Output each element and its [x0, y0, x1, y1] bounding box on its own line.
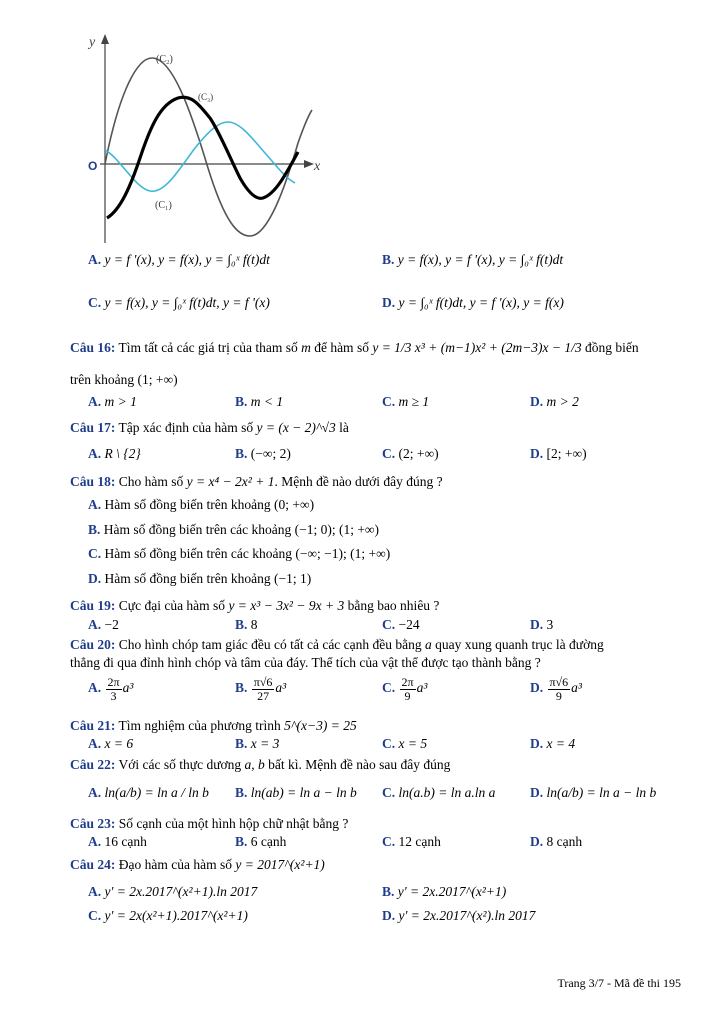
q21-option-c[interactable] [382, 736, 427, 752]
option-text: x = 5 [398, 736, 428, 751]
var: a [425, 637, 432, 652]
option-tail: a³ [275, 680, 287, 696]
question-text: Tập xác định của hàm số [118, 420, 254, 435]
q17-option-b[interactable] [235, 446, 291, 462]
option-interval: (−1; 1) [273, 571, 312, 586]
option-label: B. [235, 617, 248, 632]
question-text: để hàm số [314, 340, 369, 355]
q17-option-d[interactable] [530, 446, 587, 462]
option-text: y' = 2x.2017^(x²+1).ln 2017 [104, 884, 258, 899]
q19-option-a[interactable] [88, 617, 119, 633]
option-label: A. [88, 497, 102, 512]
q23-option-a[interactable] [88, 834, 147, 850]
question-text: Cho hình chóp tam giác đều có tất cả các cạnh đều bằng [118, 637, 422, 652]
option-label: A. [88, 785, 102, 800]
denominator: 9 [404, 688, 411, 703]
question-label: Câu 18: [70, 474, 116, 489]
option-label: A. [88, 736, 102, 751]
formula: y = x⁴ − 2x² + 1 [186, 474, 275, 489]
question-text: Với các số thực dương [118, 757, 242, 772]
option-text: Hàm số đồng biến trên khoảng [104, 571, 271, 586]
q22-stem [70, 757, 450, 773]
q23-option-b[interactable] [235, 834, 286, 850]
option-label: B. [235, 834, 248, 849]
q20-stem-line2 [70, 655, 541, 671]
formula: y = 1/3 x³ + (m−1)x² + (2m−3)x − 1/3 [372, 340, 582, 355]
option-text: x = 3 [250, 736, 280, 751]
fraction [252, 676, 275, 702]
question-text: Đạo hàm của hàm số [118, 857, 232, 872]
curve-c1-label: (C₁) [155, 200, 172, 211]
question-text: Số cạnh của một hình hộp chữ nhật bằng ? [118, 816, 349, 831]
question-label: Câu 22: [70, 757, 116, 772]
option-text: −2 [104, 617, 119, 632]
q16-stem [70, 340, 639, 356]
y-axis-arrow [101, 34, 109, 44]
option-label: B. [382, 252, 395, 267]
option-text: ln(ab) = ln a − ln b [250, 785, 357, 800]
option-label: D. [530, 394, 544, 409]
option-text: 3 [546, 617, 554, 632]
curve-c3-label: (C₃) [198, 92, 214, 102]
option-text: y = f '(x), y = f(x), y = ∫₀ˣ f(t)dt [104, 252, 270, 267]
question-text: đồng biến [585, 340, 639, 355]
option-tail: a³ [571, 680, 582, 696]
option-label: B. [235, 785, 248, 800]
q15-option-b[interactable] [382, 252, 563, 268]
interval: (1; +∞) [137, 372, 178, 387]
q20-option-c[interactable] [382, 676, 427, 702]
q21-option-a[interactable] [88, 736, 133, 752]
option-text: Hàm số đồng biến trên khoảng [104, 497, 271, 512]
q20-option-d[interactable] [530, 676, 582, 702]
option-interval: (−1; 0); (1; +∞) [294, 522, 380, 537]
q21-option-d[interactable] [530, 736, 575, 752]
option-text: m < 1 [250, 394, 284, 409]
question-text: . Mệnh đề nào dưới đây đúng ? [274, 474, 443, 489]
q22-option-b[interactable] [235, 785, 357, 801]
option-label: D. [530, 617, 544, 632]
option-text: y = f(x), y = ∫₀ˣ f(t)dt, y = f '(x) [104, 295, 270, 310]
option-label: C. [88, 908, 102, 923]
option-text: y' = 2x(x²+1).2017^(x²+1) [104, 908, 248, 923]
option-text: ln(a/b) = ln a − ln b [546, 785, 657, 800]
q20-stem [70, 637, 604, 653]
param: m [301, 340, 311, 355]
option-text: y = ∫₀ˣ f(t)dt, y = f '(x), y = f(x) [398, 295, 564, 310]
q16-stem-line2 [70, 372, 178, 388]
q18-option-a[interactable] [88, 497, 314, 513]
q22-option-a[interactable] [88, 785, 209, 801]
vars: a, b [244, 757, 265, 772]
option-label: C. [382, 834, 396, 849]
fraction [400, 676, 416, 702]
curve-c3 [105, 122, 295, 191]
curve-c2-label: (C₂) [156, 54, 173, 65]
option-text: (−∞; 2) [250, 446, 291, 461]
function-graph [80, 28, 340, 248]
numerator: 2π [107, 675, 120, 689]
option-label: C. [382, 680, 396, 696]
option-text: x = 4 [546, 736, 576, 751]
question-label: Câu 16: [70, 340, 116, 355]
option-text: x = 6 [104, 736, 134, 751]
option-interval: (−∞; −1); (1; +∞) [295, 546, 391, 561]
option-tail: a³ [416, 680, 428, 696]
option-text: m > 1 [104, 394, 137, 409]
option-label: B. [382, 884, 395, 899]
q24-option-d[interactable] [382, 908, 535, 924]
q20-option-b[interactable] [235, 676, 286, 702]
option-text: −24 [398, 617, 420, 632]
q24-option-c[interactable] [88, 908, 248, 924]
q21-stem [70, 718, 357, 734]
q18-stem [70, 474, 443, 490]
q19-option-d[interactable] [530, 617, 553, 633]
option-text: y = f(x), y = f '(x), y = ∫₀ˣ f(t)dt [397, 252, 564, 267]
q15-option-a[interactable] [88, 252, 270, 268]
q19-option-c[interactable] [382, 617, 420, 633]
q18-option-b[interactable] [88, 522, 379, 538]
question-label: Câu 19: [70, 598, 116, 613]
option-label: D. [530, 785, 544, 800]
option-text: (2; +∞) [398, 446, 439, 461]
option-text: 8 cạnh [546, 834, 583, 849]
question-text: trên khoảng [70, 372, 135, 387]
numerator: π√6 [253, 675, 273, 689]
origin-label: O [88, 159, 98, 173]
q21-option-b[interactable] [235, 736, 279, 752]
q22-option-c[interactable] [382, 785, 495, 801]
q15-option-d[interactable] [382, 295, 564, 311]
q23-stem [70, 816, 348, 832]
option-label: D. [530, 446, 544, 461]
option-text: 16 cạnh [104, 834, 147, 849]
q20-option-a[interactable] [88, 676, 133, 702]
numerator: 2π [401, 675, 414, 689]
formula: y = 2017^(x²+1) [235, 857, 325, 872]
option-text: R \ {2} [104, 446, 141, 461]
option-label: B. [235, 394, 248, 409]
option-label: D. [530, 834, 544, 849]
q16-option-d[interactable] [530, 394, 579, 410]
q18-option-c[interactable] [88, 546, 390, 562]
numerator: π√6 [549, 675, 569, 689]
option-label: B. [235, 736, 248, 751]
option-label: D. [88, 571, 102, 586]
question-text: bằng bao nhiêu ? [347, 598, 440, 613]
q23-option-c[interactable] [382, 834, 441, 850]
q16-option-c[interactable] [382, 394, 429, 410]
q18-option-d[interactable] [88, 571, 311, 587]
question-text: Cực đại của hàm số [118, 598, 226, 613]
option-text: Hàm số đồng biến trên các khoảng [104, 546, 292, 561]
option-text: m > 2 [546, 394, 579, 409]
question-text: Tìm tất cả các giá trị của tham số [118, 340, 298, 355]
option-label: C. [88, 546, 102, 561]
question-label: Câu 17: [70, 420, 116, 435]
q16-option-b[interactable] [235, 394, 283, 410]
option-label: A. [88, 394, 102, 409]
fraction [548, 676, 571, 702]
x-axis-label: x [314, 159, 321, 174]
denominator: 27 [257, 688, 270, 703]
option-text: ln(a/b) = ln a / ln b [104, 785, 209, 800]
q16-option-a[interactable] [88, 394, 137, 410]
option-label: A. [88, 617, 102, 632]
formula: y = x³ − 3x² − 9x + 3 [228, 598, 345, 613]
question-text: bất kì. Mệnh đề nào sau đây đúng [268, 757, 451, 772]
question-text: Cho hàm số [118, 474, 184, 489]
option-text: 8 [250, 617, 258, 632]
x-axis-arrow [304, 160, 314, 168]
q17-option-a[interactable] [88, 446, 141, 462]
q17-stem [70, 420, 349, 436]
option-label: A. [88, 252, 102, 267]
option-label: D. [382, 295, 396, 310]
option-label: C. [382, 617, 396, 632]
option-text: 12 cạnh [398, 834, 441, 849]
option-tail: a³ [122, 680, 134, 696]
y-axis-label: y [89, 35, 96, 50]
question-label: Câu 24: [70, 857, 116, 872]
q24-stem [70, 857, 325, 873]
fraction [106, 676, 122, 702]
q17-option-c[interactable] [382, 446, 439, 462]
option-label: A. [88, 834, 102, 849]
formula: 5^(x−3) = 25 [284, 718, 357, 733]
option-interval: (0; +∞) [273, 497, 315, 512]
denominator: 9 [555, 688, 562, 703]
page-footer: Trang 3/7 - Mã đề thi 195 [557, 976, 681, 990]
option-label: B. [235, 680, 248, 696]
option-text: m ≥ 1 [398, 394, 430, 409]
question-text: Tìm nghiệm của phương trình [118, 718, 281, 733]
question-label: Câu 21: [70, 718, 116, 733]
option-text: Hàm số đồng biến trên các khoảng [103, 522, 292, 537]
option-label: C. [382, 446, 396, 461]
option-label: D. [530, 736, 544, 751]
option-label: C. [382, 785, 396, 800]
q19-option-b[interactable] [235, 617, 258, 633]
q23-option-d[interactable] [530, 834, 582, 850]
denominator: 3 [110, 688, 117, 703]
option-label: B. [88, 522, 101, 537]
q19-stem [70, 598, 439, 614]
option-label: D. [530, 680, 544, 696]
option-text: 6 cạnh [250, 834, 287, 849]
option-label: A. [88, 446, 102, 461]
option-text: y' = 2x.2017^(x²).ln 2017 [398, 908, 536, 923]
option-label: C. [88, 295, 102, 310]
option-label: D. [382, 908, 396, 923]
formula: y = (x − 2)^√3 [256, 420, 336, 435]
option-label: C. [382, 736, 396, 751]
option-text: [2; +∞) [546, 446, 587, 461]
question-text: là [339, 420, 349, 435]
question-label: Câu 23: [70, 816, 116, 831]
question-text: quay xung quanh trục là đường [435, 637, 604, 652]
q22-option-d[interactable] [530, 785, 656, 801]
option-label: B. [235, 446, 248, 461]
option-label: A. [88, 680, 102, 696]
q24-option-b[interactable] [382, 884, 506, 900]
option-label: C. [382, 394, 396, 409]
option-label: A. [88, 884, 102, 899]
q24-option-a[interactable] [88, 884, 257, 900]
option-text: y' = 2x.2017^(x²+1) [397, 884, 507, 899]
curve-c2 [105, 58, 312, 236]
option-text: ln(a.b) = ln a.ln a [398, 785, 496, 800]
question-label: Câu 20: [70, 637, 116, 652]
question-text: thẳng đi qua đỉnh hình chóp và tâm của đáy. Thể tích của vật thể được tạo thành bằng ? [70, 655, 541, 670]
q15-option-c[interactable] [88, 295, 270, 311]
